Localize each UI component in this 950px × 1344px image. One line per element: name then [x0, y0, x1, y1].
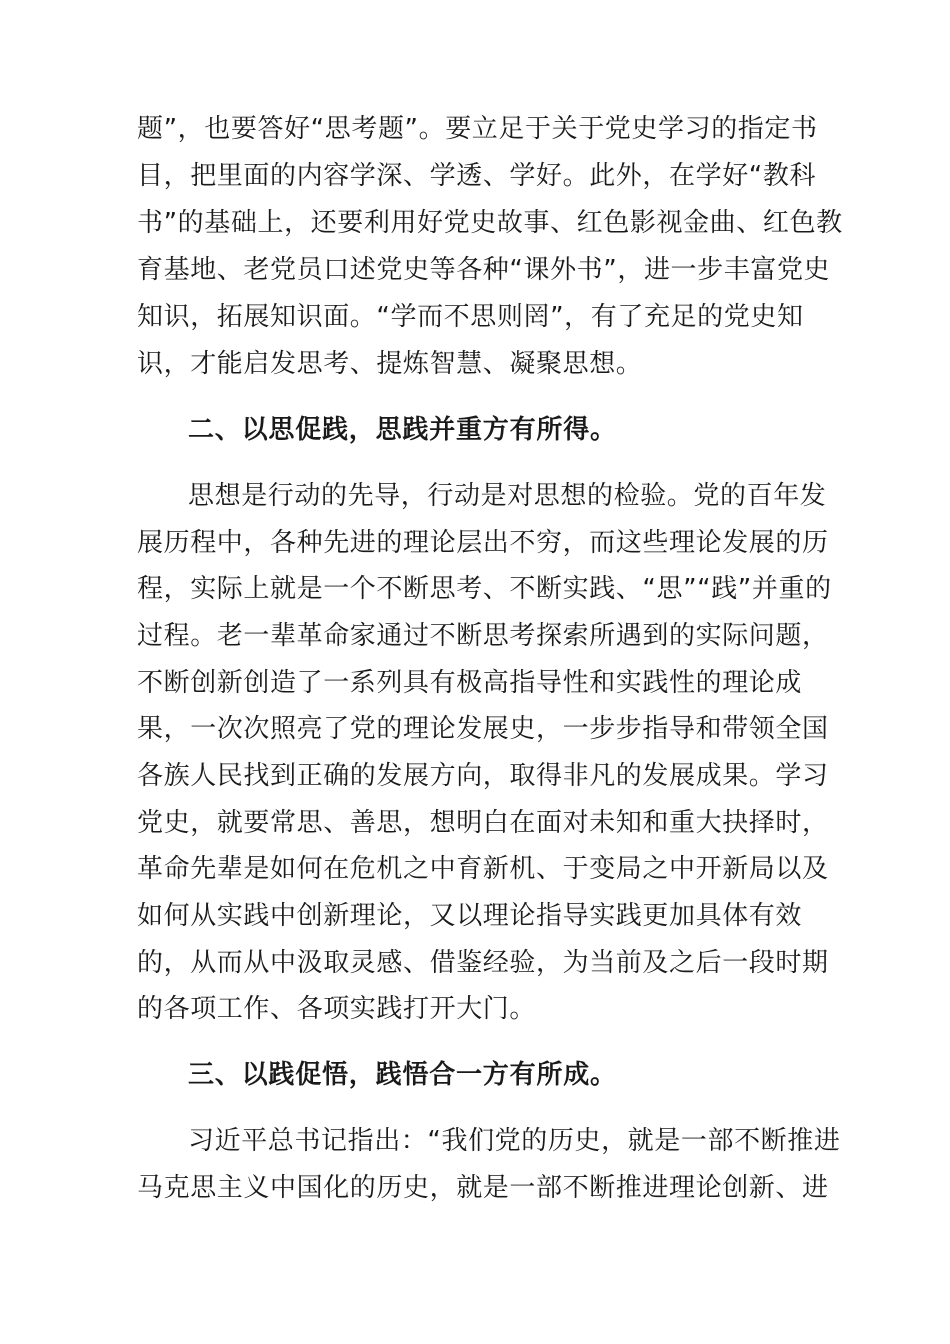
section-heading-3: 三、以践促悟，践悟合一方有所成。	[188, 1060, 617, 1090]
paragraph-2-line: 思想是行动的先导，行动是对思想的检验。党的百年发	[188, 481, 827, 511]
paragraph-2-line: 党史，就要常思、善思，想明白在面对未知和重大抉择时，	[137, 808, 829, 838]
paragraph-2-line: 的各项工作、各项实践打开大门。	[137, 994, 537, 1024]
paragraph-2-line: 各族人民找到正确的发展方向，取得非凡的发展成果。学习	[137, 761, 829, 791]
paragraph-1-line: 书”的基础上，还要利用好党史故事、红色影视金曲、红色教	[137, 208, 843, 238]
paragraph-2-line: 程，实际上就是一个不断思考、不断实践、“思”“践”并重的	[137, 574, 832, 604]
section-heading-2: 二、以思促践，思践并重方有所得。	[188, 415, 617, 445]
paragraph-2-line: 如何从实践中创新理论，又以理论指导实践更加具体有效	[137, 901, 803, 931]
paragraph-2-line: 革命先辈是如何在危机之中育新机、于变局之中开新局以及	[137, 854, 829, 884]
paragraph-3-line: 习近平总书记指出：“我们党的历史，就是一部不断推进	[188, 1126, 841, 1156]
paragraph-2-line: 的，从而从中汲取灵感、借鉴经验，为当前及之后一段时期	[137, 948, 829, 978]
paragraph-2-line: 不断创新创造了一系列具有极高指导性和实践性的理论成	[137, 668, 803, 698]
paragraph-1-line: 知识，拓展知识面。“学而不思则罔”，有了充足的党史知	[137, 302, 804, 332]
paragraph-2-line: 展历程中，各种先进的理论层出不穷，而这些理论发展的历	[137, 528, 829, 558]
paragraph-1-line: 题”，也要答好“思考题”。要立足于关于党史学习的指定书	[137, 114, 818, 144]
paragraph-1-line: 育基地、老党员口述党史等各种“课外书”，进一步丰富党史	[137, 255, 831, 285]
paragraph-1-line: 目，把里面的内容学深、学透、学好。此外，在学好“教科	[137, 161, 817, 191]
paragraph-2-line: 果，一次次照亮了党的理论发展史，一步步指导和带领全国	[137, 714, 829, 744]
paragraph-2-line: 过程。老一辈革命家通过不断思考探索所遇到的实际问题，	[137, 621, 829, 651]
paragraph-3-line: 马克思主义中国化的历史，就是一部不断推进理论创新、进	[137, 1173, 829, 1203]
paragraph-1-line: 识，才能启发思考、提炼智慧、凝聚思想。	[137, 349, 643, 379]
